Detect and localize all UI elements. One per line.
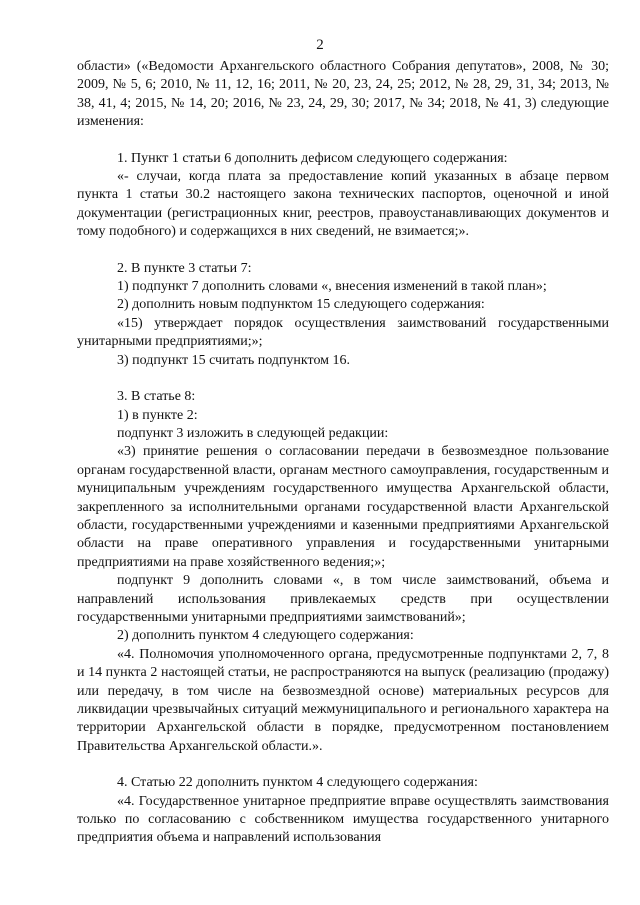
item-2-sub-2: 2) дополнить новым подпунктом 15 следующего содержания: [117,297,485,313]
item-3-sub-9: подпункт 9 дополнить словами «, в том числе заимствований, объема и направлений использования привлекаемых средств при осуществлении государственными унитарными предприятиями заимствований»; [77,573,609,625]
item-2-sub-2-text: «15) утверждает порядок осуществления заимствований государственными унитарными предприятиями;»; [77,315,609,350]
page-number: 2 [316,37,324,53]
item-2-sub-1: 1) подпункт 7 дополнить словами «, внесения изменений в такой план»; [117,279,547,295]
item-3-sub-1: 1) в пункте 2: [117,407,198,423]
item-1-text: «- случаи, когда плата за предоставление копий указанных в абзаце первом пункта 1 статьи 30.2 настоящего закона технических паспортов, оценочной и иной документации (регистрационных книг, реестров, правоустанавливающих документов и тому подобного) и содержащихся в них сведений, не взимается;». [77,169,609,240]
item-4-heading: 4. Статью 22 дополнить пунктом 4 следующего содержания: [117,775,478,791]
intro-paragraph: области» («Ведомости Архангельского областного Собрания депутатов», 2008, № 30; 2009, № 5, 6; 2010, № 11, 12, 16; 2011, № 20, 23, 24, 25; 2012, № 28, 29, 31, 34; 2013, № 38, 41, 4; 2015, № 14, 20; 2016, № 23, 24, 29, 30; 2017, № 34; 2018, № 41, 3) следующие изменения: [77,59,609,130]
item-3-sub-1-intro: подпункт 3 изложить в следующей редакции: [117,425,389,441]
item-2-heading: 2. В пункте 3 статьи 7: [117,260,252,276]
item-4-text: «4. Государственное унитарное предприятие вправе осуществлять заимствования только по согласованию с собственником имущества государственного унитарного предприятия объема и направлений использования [77,793,609,846]
item-3-heading: 3. В статье 8: [117,389,196,405]
item-3-sub-1-text: «3) принятие решения о согласовании передачи в безвозмездное пользование органам государственной власти, органам местного самоуправления, государственным и муниципальным учреждениям государственного имущества Архангельской области, закрепленного за исполнительными органами государственной власти Архангельской области, государственными учреждениями и казенными предприятиями Архангельской области на праве оперативного управления и государственными унитарными предприятиями на праве хозяйственного ведения;»; [77,444,609,570]
item-3-sub-2-text: «4. Полномочия уполномоченного органа, предусмотренные подпунктами 2, 7, 8 и 14 пункта 2 настоящей статьи, не распространяются на выпуск (реализацию (продажу) или передачу, в том числе на безвозмездной основе) материальных ресурсов для ликвидации чрезвычайных ситуаций межмуниципального и регионального характера на территории Архангельской области в порядке, предусмотренном постановлением Правительства Архангельской области.». [77,646,609,754]
document-body [77,58,609,848]
item-1-heading: 1. Пункт 1 статьи 6 дополнить дефисом следующего содержания: [117,150,508,166]
item-2-sub-3: 3) подпункт 15 считать подпунктом 16. [117,352,351,368]
item-3-sub-2: 2) дополнить пунктом 4 следующего содержания: [117,628,414,644]
